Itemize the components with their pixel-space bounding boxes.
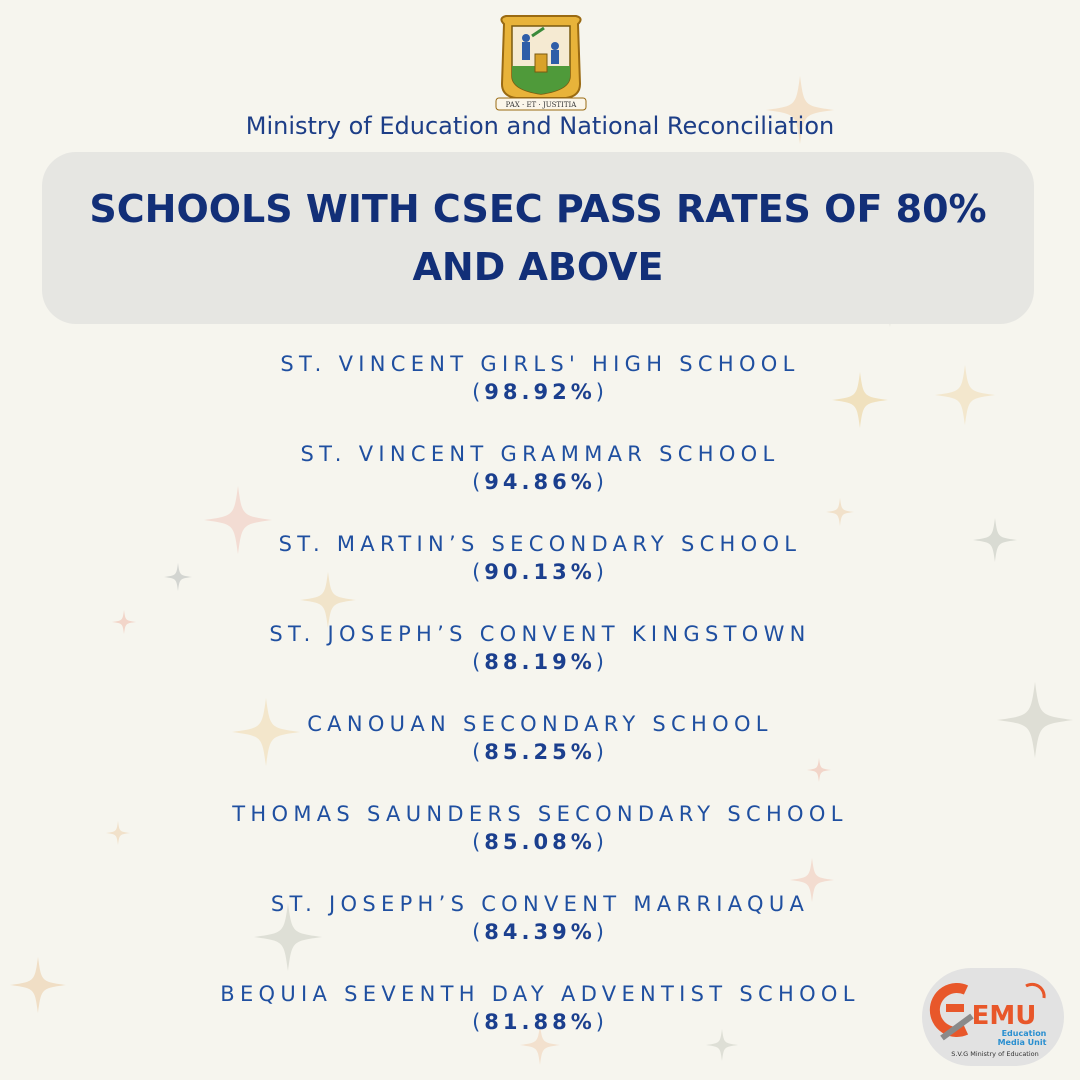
emu-name-line2: Media Unit	[997, 1038, 1047, 1047]
list-item	[0, 890, 1080, 980]
pass-rate-value: 85.25%	[484, 740, 596, 764]
pass-rate: (84.39%)	[472, 920, 608, 944]
school-name: ST. JOSEPH’S CONVENT KINGSTOWN	[269, 622, 811, 646]
page-title: SCHOOLS WITH CSEC PASS RATES OF 80% AND ABOVE	[89, 187, 987, 289]
list-item	[0, 530, 1080, 620]
pass-rate: (88.19%)	[472, 650, 608, 674]
list-item	[0, 800, 1080, 890]
pass-rate-value: 98.92%	[484, 380, 596, 404]
pass-rate: (94.86%)	[472, 470, 608, 494]
school-name: ST. JOSEPH’S CONVENT MARRIAQUA	[270, 892, 810, 916]
emu-name-line1: Education	[1001, 1029, 1047, 1038]
pass-rate-value: 88.19%	[484, 650, 596, 674]
emu-logo-icon	[922, 968, 1064, 1066]
ministry-name: Ministry of Education and National Reconciliation	[245, 112, 835, 140]
emu-logo	[922, 968, 1064, 1066]
pass-rate: (81.88%)	[472, 1010, 608, 1034]
pass-rate-value: 94.86%	[484, 470, 596, 494]
pass-rate: (98.92%)	[472, 380, 608, 404]
school-name: THOMAS SAUNDERS SECONDARY SCHOOL	[232, 802, 848, 826]
emu-short: EMU	[971, 1001, 1037, 1031]
list-item	[0, 710, 1080, 800]
school-name: CANOUAN SECONDARY SCHOOL	[307, 712, 773, 736]
list-item	[0, 620, 1080, 710]
title-banner	[42, 152, 1034, 324]
pass-rate-value: 81.88%	[484, 1010, 596, 1034]
pass-rate: (90.13%)	[472, 560, 608, 584]
list-item	[0, 440, 1080, 530]
school-name: ST. VINCENT GIRLS' HIGH SCHOOL	[280, 352, 800, 376]
crest-motto: PAX · ET · JUSTITIA	[505, 101, 577, 109]
pass-rate-value: 84.39%	[484, 920, 596, 944]
coat-of-arms-icon	[494, 14, 588, 112]
school-name: ST. VINCENT GRAMMAR SCHOOL	[300, 442, 780, 466]
pass-rate-value: 90.13%	[484, 560, 596, 584]
school-name: BEQUIA SEVENTH DAY ADVENTIST SCHOOL	[220, 982, 860, 1006]
list-item	[0, 350, 1080, 440]
pass-rate: (85.08%)	[472, 830, 608, 854]
list-item	[0, 980, 1080, 1070]
emu-org: S.V.G Ministry of Education	[951, 1050, 1039, 1058]
pass-rate-value: 85.08%	[484, 830, 596, 854]
school-name: ST. MARTIN’S SECONDARY SCHOOL	[278, 532, 802, 556]
school-list	[0, 350, 1080, 1070]
pass-rate: (85.25%)	[472, 740, 608, 764]
